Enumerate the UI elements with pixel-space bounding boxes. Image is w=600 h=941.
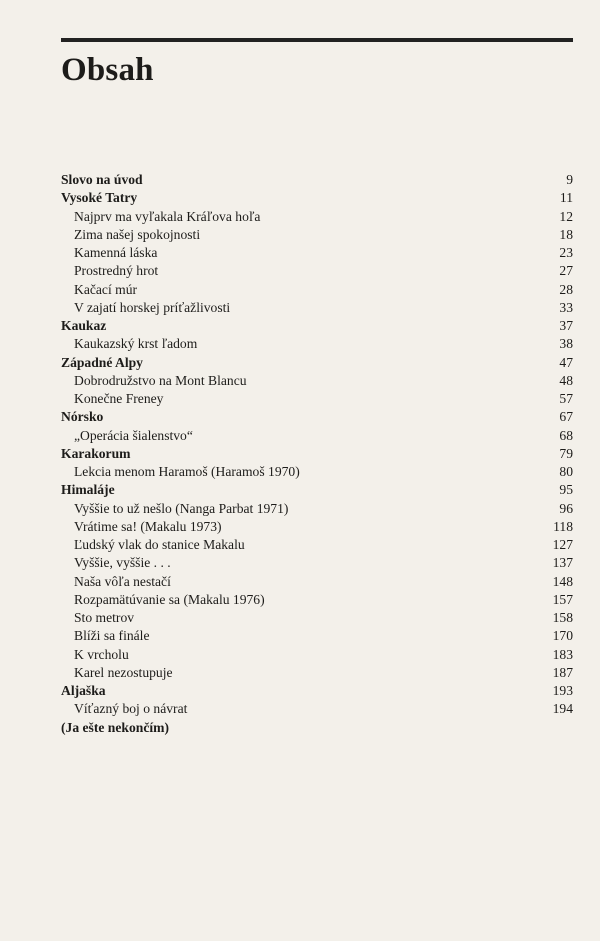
toc-entry-label: Sto metrov (74, 610, 135, 625)
toc-entry-label: Aljaška (61, 683, 106, 698)
toc-entry-label: Kamenná láska (74, 245, 158, 260)
toc-page-number: 95 (559, 482, 573, 498)
toc-page-number: 80 (559, 464, 573, 479)
toc-page-number: 137 (552, 555, 573, 571)
toc-entry-row (61, 518, 573, 536)
toc-entry-label: Vysoké Tatry (61, 190, 138, 206)
toc-entry-label: „Operácia šialenstvo“ (74, 427, 193, 443)
toc-entry-row (61, 390, 573, 408)
toc-page-number: 11 (559, 190, 573, 206)
toc-section-row (61, 171, 573, 189)
toc-page-number: 18 (559, 226, 573, 242)
toc-entry-label: Lekcia menom Haramoš (Haramoš 1970) (74, 464, 300, 479)
toc-entry-label: Vyššie to už nešlo (Nanga Parbat 1971) (74, 500, 289, 516)
toc-entry-label: Karakorum (61, 445, 131, 461)
toc-page-number: 27 (559, 263, 573, 279)
toc-entry-row (61, 627, 573, 645)
toc-section-row (61, 354, 573, 372)
toc-section-row (61, 189, 573, 207)
toc-section-row (61, 317, 573, 335)
toc-entry-row (61, 646, 573, 664)
toc-entry-label: Himaláje (61, 482, 115, 498)
toc-entry-label: Konečne Freney (74, 391, 164, 406)
toc-page-number: 48 (559, 372, 573, 388)
toc-page-number: 157 (552, 591, 573, 607)
toc-entry-row (61, 664, 573, 682)
toc-page-number: 170 (552, 628, 573, 644)
toc-section-row (61, 682, 573, 700)
toc-page-number: 187 (552, 664, 573, 680)
toc-entry-row (61, 536, 573, 554)
toc-entry-row (61, 244, 573, 262)
toc-entry-row (61, 463, 573, 481)
toc-page-number: 158 (552, 610, 573, 625)
toc-entry-row (61, 700, 573, 718)
toc-page-number: 194 (552, 701, 573, 717)
toc-page-number: 9 (566, 172, 573, 187)
toc-entry-label: Kaukazský krst ľadom (74, 336, 198, 352)
toc-entry-label: Ľudský vlak do stanice Makalu (74, 537, 245, 552)
toc-entry-label: Nórsko (61, 409, 104, 425)
toc-entry-label: Najprv ma vyľakala Kráľova hoľa (74, 208, 261, 224)
toc-section-row (61, 481, 573, 499)
toc-page-number: 79 (559, 445, 573, 461)
top-rule (61, 38, 573, 42)
toc-entry-label: Naša vôľa nestačí (74, 573, 171, 589)
toc-page-number: 68 (559, 427, 573, 443)
toc-page-number: 12 (559, 208, 573, 224)
toc-entry-label: V zajatí horskej príťažlivosti (74, 299, 231, 315)
toc-entry-label: Víťazný boj o návrat (74, 701, 188, 717)
toc-entry-row (61, 281, 573, 299)
toc-entry-label: Zima našej spokojnosti (74, 226, 201, 242)
page-title: Obsah (61, 52, 154, 88)
toc-section-row (61, 445, 573, 463)
toc-page-number: 67 (559, 409, 573, 425)
toc-entry-label: Vyššie, vyššie . . . (74, 555, 171, 571)
toc-page-number: 47 (559, 354, 573, 370)
toc-entry-label: Vrátime sa! (Makalu 1973) (74, 518, 222, 534)
toc-section-row (61, 719, 573, 737)
toc-entry-row (61, 335, 573, 353)
toc-page-number: 183 (552, 646, 573, 662)
toc-entry-row (61, 372, 573, 390)
toc-entry-label: (Ja ešte nekončím) (61, 719, 169, 735)
toc-entry-row (61, 208, 573, 226)
toc-entry-label: Prostredný hrot (74, 263, 159, 279)
toc-entry-row (61, 591, 573, 609)
toc-page-number: 23 (559, 245, 573, 260)
table-of-contents (61, 171, 573, 737)
toc-entry-label: Kačací múr (74, 281, 138, 297)
toc-entry-row (61, 427, 573, 445)
toc-page-number: 57 (559, 391, 573, 406)
toc-entry-row (61, 609, 573, 627)
toc-entry-row (61, 226, 573, 244)
toc-entry-row (61, 500, 573, 518)
toc-entry-row (61, 573, 573, 591)
toc-entry-row (61, 262, 573, 280)
toc-entry-label: Západné Alpy (61, 354, 143, 370)
toc-section-row (61, 408, 573, 426)
toc-entry-label: Slovo na úvod (61, 172, 143, 187)
toc-page-number: 33 (559, 299, 573, 315)
toc-entry-label: Karel nezostupuje (74, 664, 173, 680)
toc-page-number: 127 (552, 537, 573, 552)
toc-page-number: 38 (559, 336, 573, 352)
toc-entry-row (61, 554, 573, 572)
toc-page-number: 28 (559, 281, 573, 297)
toc-entry-label: K vrcholu (74, 646, 129, 662)
toc-page-number: 118 (553, 518, 573, 534)
toc-page-number: 148 (552, 573, 573, 589)
toc-entry-label: Rozpamätúvanie sa (Makalu 1976) (74, 591, 265, 607)
toc-entry-label: Kaukaz (61, 318, 107, 333)
toc-page-number: 193 (552, 683, 573, 698)
toc-page-number: 96 (559, 500, 573, 516)
toc-page-number: 37 (559, 318, 573, 333)
toc-entry-label: Blíži sa finále (74, 628, 150, 644)
toc-entry-row (61, 299, 573, 317)
toc-entry-label: Dobrodružstvo na Mont Blancu (74, 372, 247, 388)
